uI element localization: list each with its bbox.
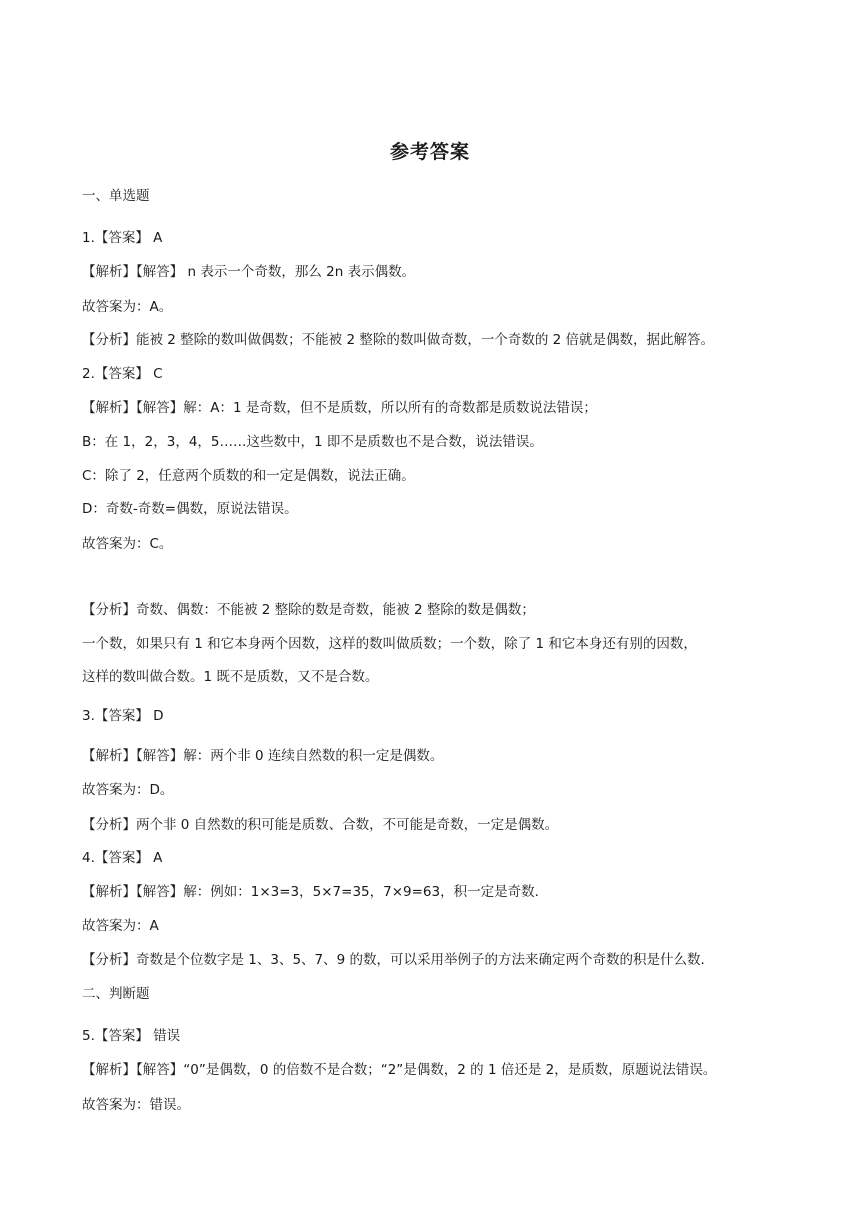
analysis-4: 【解析】【解答】解：例如：1×3=3，5×7=35，7×9=63，积一定是奇数. <box>82 884 539 900</box>
conclusion-5: 故答案为：错误。 <box>82 1097 190 1113</box>
answer-5: 5.【答案】 错误 <box>82 1028 181 1044</box>
analysis-1: 【解析】【解答】 n 表示一个奇数，那么 2n 表示偶数。 <box>82 264 416 280</box>
conclusion-2: 故答案为：C。 <box>82 536 173 552</box>
analysis-2-option-b: B：在 1，2，3，4，5……这些数中，1 即不是质数也不是合数，说法错误。 <box>82 434 543 450</box>
reasoning-2-cont: 一个数，如果只有 1 和它本身两个因数，这样的数叫做质数；一个数，除了 1 和它本身还有别的因数， <box>82 636 697 652</box>
reasoning-3: 【分析】两个非 0 自然数的积可能是质数、合数，不可能是奇数，一定是偶数。 <box>82 817 559 833</box>
reasoning-1: 【分析】能被 2 整除的数叫做偶数；不能被 2 整除的数叫做奇数，一个奇数的 2 倍就是偶数，据此解答。 <box>82 332 715 348</box>
reasoning-2: 【分析】奇数、偶数：不能被 2 整除的数是奇数，能被 2 整除的数是偶数； <box>82 602 535 618</box>
analysis-2-option-c: C：除了 2，任意两个质数的和一定是偶数，说法正确。 <box>82 468 415 484</box>
conclusion-4: 故答案为：A <box>82 918 159 934</box>
answer-1: 1.【答案】 A <box>82 230 163 246</box>
reasoning-4: 【分析】奇数是个位数字是 1、3、5、7、9 的数，可以采用举例子的方法来确定两个奇数的积是什么数. <box>82 952 705 968</box>
reasoning-2-end: 这样的数叫做合数。1 既不是质数，又不是合数。 <box>82 669 379 685</box>
answer-2: 2.【答案】 C <box>82 366 163 382</box>
analysis-5: 【解析】【解答】“0”是偶数，0 的倍数不是合数；“2”是偶数，2 的 1 倍还是 2，是质数，原题说法错误。 <box>82 1062 717 1078</box>
answer-4: 4.【答案】 A <box>82 850 163 866</box>
section-heading-true-false: 二、判断题 <box>82 986 150 1002</box>
section-heading-single-choice: 一、单选题 <box>82 188 150 204</box>
analysis-2: 【解析】【解答】解：A：1 是奇数，但不是质数，所以所有的奇数都是质数说法错误； <box>82 400 597 416</box>
conclusion-1: 故答案为：A。 <box>82 299 173 315</box>
conclusion-3: 故答案为：D。 <box>82 782 174 798</box>
analysis-3: 【解析】【解答】解：两个非 0 连续自然数的积一定是偶数。 <box>82 748 444 764</box>
analysis-2-option-d: D：奇数-奇数=偶数，原说法错误。 <box>82 501 298 517</box>
answer-3: 3.【答案】 D <box>82 708 164 724</box>
page-title: 参考答案 <box>389 141 470 163</box>
